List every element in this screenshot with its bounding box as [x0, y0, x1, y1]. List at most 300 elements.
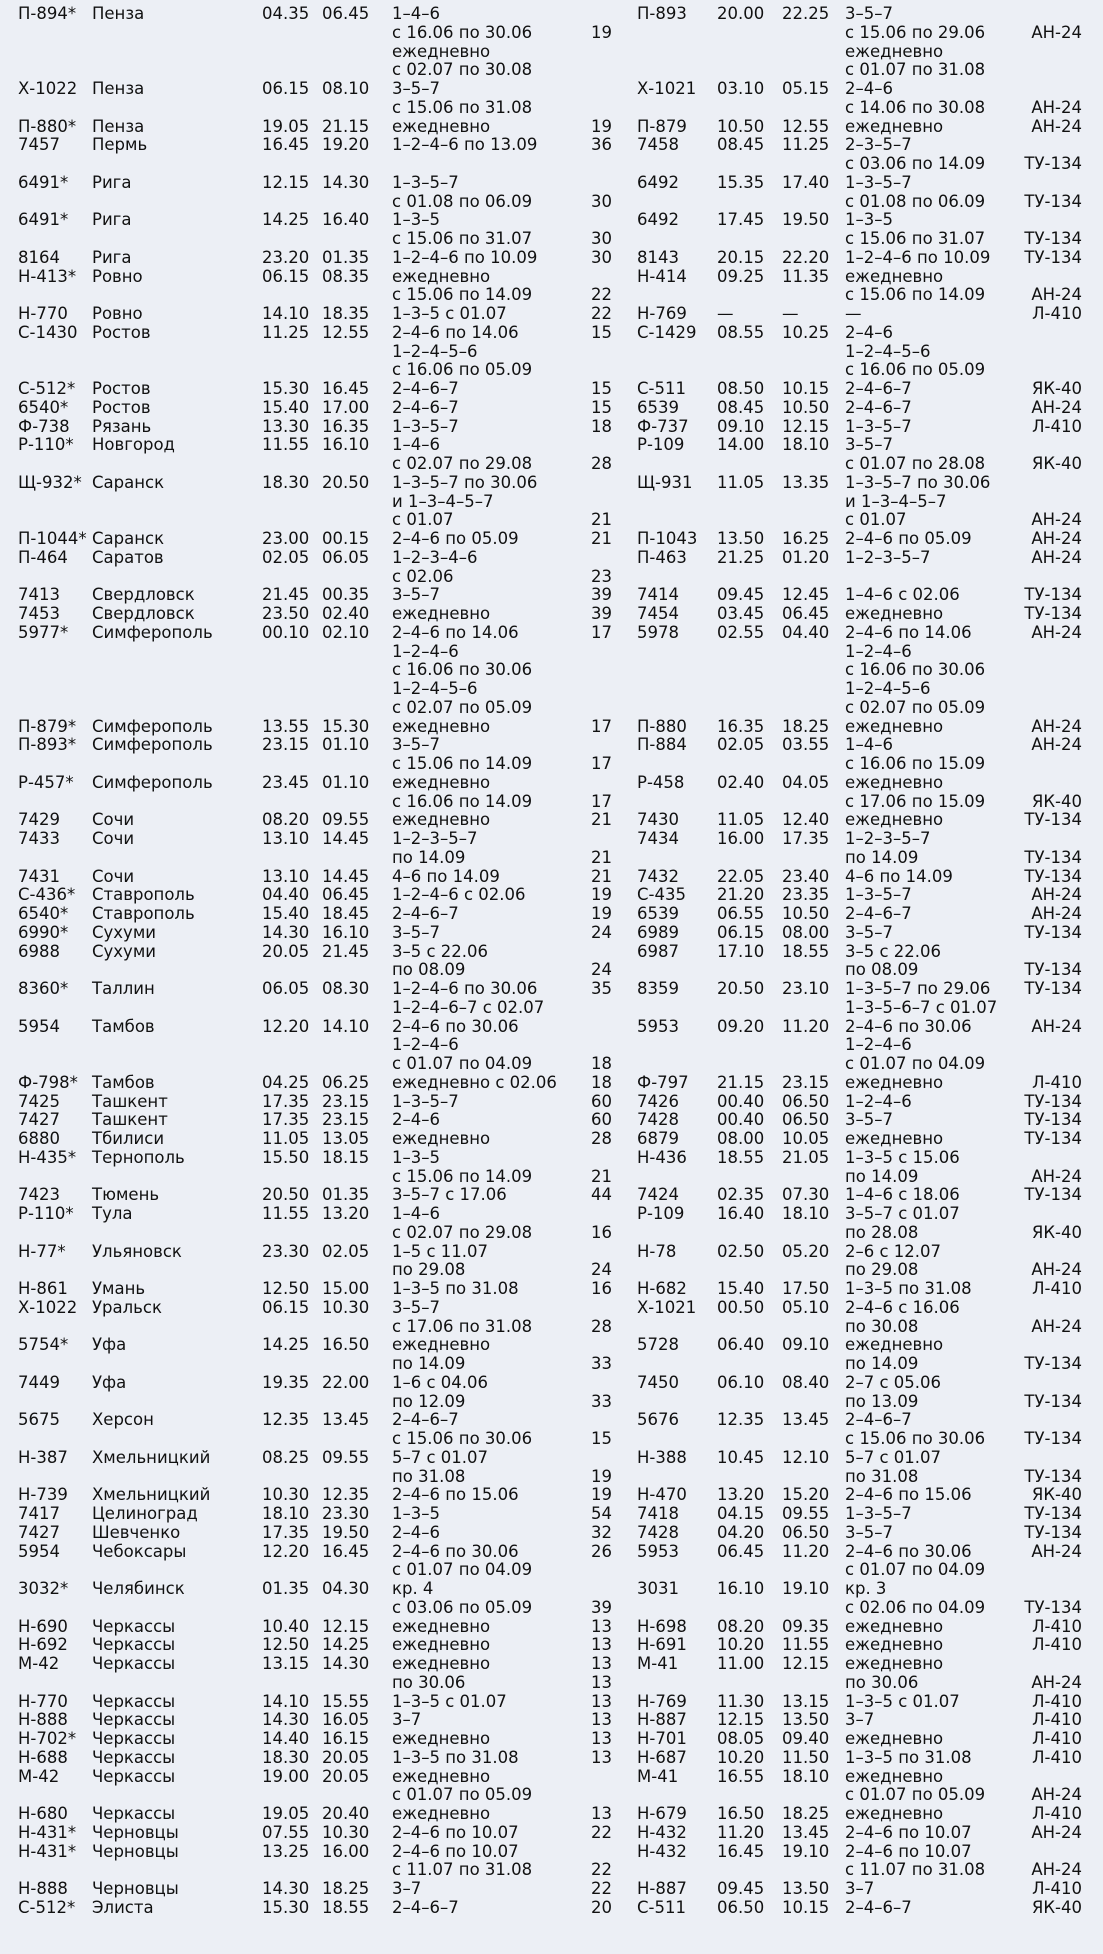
- operating-days: с 15.06 по 31.07: [392, 229, 533, 248]
- departure-time: 14.30: [262, 922, 310, 942]
- aircraft-type: Л-410: [1032, 1804, 1082, 1823]
- return-operating-days: ежедневно: [845, 1729, 944, 1748]
- return-operating-days: ежедневно: [845, 1804, 944, 1823]
- return-arrival-time: 06.50: [782, 1091, 830, 1111]
- departure-time: 23.50: [262, 604, 310, 623]
- arrival-time: 12.15: [322, 1616, 370, 1636]
- return-arrival-time: 11.25: [782, 135, 830, 155]
- arrival-time: 14.10: [322, 1016, 370, 1036]
- operating-days: с 15.06 по 14.09: [392, 1166, 533, 1186]
- destination-city: Черкассы: [92, 1616, 176, 1636]
- flight-number: Н-692: [18, 1635, 68, 1655]
- destination-city: Черкассы: [92, 1654, 176, 1673]
- destination-city: Пермь: [92, 135, 148, 155]
- return-operating-days: 2–4–6 по 15.06: [845, 1485, 972, 1505]
- distance-code: 24: [591, 1260, 612, 1280]
- destination-city: Черновцы: [92, 1841, 179, 1861]
- operating-days: 1–2–4–6–7 с 02.07: [392, 997, 545, 1017]
- departure-time: 13.10: [262, 829, 310, 848]
- operating-days: 1–3–5 с 01.07: [392, 1691, 507, 1711]
- aircraft-type: Л-410: [1032, 416, 1082, 436]
- departure-time: 20.05: [262, 941, 310, 961]
- return-operating-days: ежедневно: [845, 716, 944, 736]
- departure-time: 04.35: [262, 4, 310, 23]
- return-departure-time: 06.55: [717, 904, 765, 923]
- operating-days: 2–4–6: [392, 1522, 440, 1542]
- distance-code: 33: [591, 1354, 612, 1373]
- arrival-time: 18.55: [322, 1897, 370, 1917]
- arrival-time: 23.15: [322, 1110, 370, 1130]
- return-operating-days: с 01.07 по 31.08: [845, 60, 986, 80]
- return-operating-days: ежедневно: [845, 1616, 944, 1636]
- distance-code: 19: [591, 904, 612, 923]
- return-flight-number: 7424: [637, 1185, 679, 1205]
- operating-days: 3–7: [392, 1710, 422, 1730]
- return-operating-days: 2–4–6 с 16.06: [845, 1297, 960, 1317]
- return-operating-days: 1–3–5–6–7 с 01.07: [845, 997, 998, 1017]
- operating-days: с 01.08 по 06.09: [392, 191, 533, 211]
- return-operating-days: по 14.09: [845, 1166, 919, 1186]
- operating-days: ежедневно: [392, 1804, 491, 1823]
- return-flight-number: 5676: [637, 1410, 679, 1430]
- return-operating-days: 3–5–7: [845, 1522, 893, 1542]
- return-flight-number: 3031: [637, 1579, 679, 1598]
- operating-days: 3–5–7: [392, 585, 440, 605]
- distance-code: 16: [591, 1222, 612, 1242]
- departure-time: 06.05: [262, 979, 310, 998]
- return-flight-number: Н-687: [637, 1747, 687, 1767]
- return-flight-number: 8143: [637, 247, 679, 267]
- destination-city: Симферополь: [92, 622, 213, 642]
- destination-city: Ростов: [92, 379, 151, 398]
- return-arrival-time: 12.15: [782, 416, 830, 436]
- arrival-time: 18.35: [322, 304, 370, 323]
- return-departure-time: 04.20: [717, 1522, 765, 1542]
- return-departure-time: 10.20: [717, 1635, 765, 1655]
- return-arrival-time: 19.50: [782, 210, 830, 230]
- return-departure-time: 02.50: [717, 1241, 765, 1261]
- return-operating-days: 1–2–3–5–7: [845, 829, 931, 848]
- arrival-time: 10.30: [322, 1297, 370, 1317]
- aircraft-type: ТУ-134: [1024, 1429, 1082, 1448]
- return-operating-days: 1–4–6: [845, 735, 893, 755]
- return-operating-days: 1–3–5: [845, 210, 893, 230]
- return-flight-number: 5728: [637, 1335, 679, 1355]
- departure-time: 13.30: [262, 416, 310, 436]
- return-operating-days: 5–7 с 01.07: [845, 1447, 942, 1467]
- distance-code: 20: [591, 1897, 612, 1917]
- operating-days: 1–2–4–6: [392, 1035, 459, 1055]
- departure-time: 12.35: [262, 1410, 310, 1430]
- return-flight-number: Н-432: [637, 1822, 687, 1842]
- return-flight-number: П-1043: [637, 529, 698, 548]
- return-flight-number: С-435: [637, 885, 686, 905]
- distance-code: 28: [591, 1316, 612, 1336]
- operating-days: с 01.07 по 05.09: [392, 1785, 533, 1805]
- operating-days: 1–4–6: [392, 4, 440, 23]
- operating-days: 2–4–6–7: [392, 904, 459, 923]
- destination-city: Новгород: [92, 435, 175, 455]
- arrival-time: 14.45: [322, 866, 370, 886]
- distance-code: 26: [591, 1541, 612, 1561]
- flight-number: 7449: [18, 1372, 60, 1392]
- distance-code: 30: [591, 191, 612, 211]
- flight-number: 7427: [18, 1110, 60, 1130]
- flight-number: 8360*: [18, 979, 69, 998]
- return-operating-days: ежедневно: [845, 1654, 944, 1673]
- return-departure-time: 10.45: [717, 1447, 765, 1467]
- return-arrival-time: 16.25: [782, 529, 830, 548]
- return-operating-days: ежедневно: [845, 1072, 944, 1092]
- return-operating-days: 1–2–4–5–6: [845, 341, 931, 361]
- return-flight-number: Н-691: [637, 1635, 687, 1655]
- distance-code: 36: [591, 135, 612, 155]
- flight-number: Н-688: [18, 1747, 68, 1767]
- destination-city: Пенза: [92, 79, 145, 98]
- departure-time: 17.35: [262, 1110, 310, 1130]
- return-flight-number: 6989: [637, 922, 679, 942]
- return-departure-time: 16.00: [717, 829, 765, 848]
- arrival-time: 15.30: [322, 716, 370, 736]
- return-departure-time: 16.10: [717, 1579, 765, 1598]
- flight-number: 8164: [18, 247, 60, 267]
- operating-days: 3–5–7: [392, 922, 440, 942]
- aircraft-type: ТУ-134: [1024, 1597, 1082, 1617]
- operating-days: по 12.09: [392, 1391, 466, 1411]
- flight-number: 6540*: [18, 904, 69, 923]
- return-flight-number: 6539: [637, 397, 679, 417]
- return-arrival-time: 09.55: [782, 1504, 830, 1523]
- aircraft-type: Л-410: [1032, 1279, 1082, 1298]
- return-departure-time: 13.50: [717, 529, 765, 548]
- flight-number: Н-431*: [18, 1841, 77, 1861]
- arrival-time: 08.30: [322, 979, 370, 998]
- flight-number: Ф-738: [18, 416, 70, 436]
- departure-time: 11.25: [262, 322, 310, 342]
- return-flight-number: П-880: [637, 716, 687, 736]
- distance-code: 17: [591, 791, 612, 811]
- return-operating-days: 1–3–5–7: [845, 1504, 912, 1523]
- departure-time: 14.10: [262, 304, 310, 323]
- flight-number: 5675: [18, 1410, 60, 1430]
- destination-city: Таллин: [92, 979, 155, 998]
- destination-city: Рязань: [92, 416, 152, 436]
- operating-days: 1–3–5 с 01.07: [392, 304, 507, 323]
- return-operating-days: 1–3–5–7 по 29.06: [845, 979, 991, 998]
- aircraft-type: АН-24: [1031, 397, 1082, 417]
- aircraft-type: ЯК-40: [1031, 1485, 1082, 1505]
- return-flight-number: Н-414: [637, 266, 687, 286]
- arrival-time: 14.30: [322, 1654, 370, 1673]
- operating-days: с 16.06 по 30.06: [392, 660, 533, 680]
- return-operating-days: по 14.09: [845, 847, 919, 867]
- return-departure-time: 13.20: [717, 1485, 765, 1505]
- destination-city: Свердловск: [92, 604, 195, 623]
- departure-time: 06.15: [262, 1297, 310, 1317]
- flight-number: Н-77*: [18, 1241, 66, 1261]
- operating-days: 2–4–6–7: [392, 397, 459, 417]
- operating-days: 1–3–5–7: [392, 172, 459, 192]
- operating-days: 2–4–6 по 10.07: [392, 1841, 519, 1861]
- return-flight-number: Н-679: [637, 1804, 687, 1823]
- return-operating-days: по 30.08: [845, 1316, 919, 1336]
- arrival-time: 15.55: [322, 1691, 370, 1711]
- aircraft-type: ТУ-134: [1024, 191, 1082, 211]
- return-flight-number: С-511: [637, 1897, 686, 1917]
- return-departure-time: 21.20: [717, 885, 765, 905]
- operating-days: ежедневно: [392, 1766, 491, 1786]
- return-operating-days: с 02.07 по 05.09: [845, 697, 986, 717]
- operating-days: 3–5–7: [392, 1297, 440, 1317]
- return-operating-days: 1–3–5 с 01.07: [845, 1691, 960, 1711]
- return-operating-days: 3–5–7: [845, 1110, 893, 1130]
- aircraft-type: АН-24: [1031, 1260, 1082, 1280]
- return-arrival-time: 11.50: [782, 1747, 830, 1767]
- aircraft-type: ТУ-134: [1024, 1466, 1082, 1486]
- departure-time: 10.40: [262, 1616, 310, 1636]
- arrival-time: 06.05: [322, 547, 370, 567]
- operating-days: ежедневно с 02.06: [392, 1072, 557, 1092]
- departure-time: 14.40: [262, 1729, 310, 1748]
- return-arrival-time: 17.35: [782, 829, 830, 848]
- operating-days: 2–4–6 по 30.06: [392, 1541, 519, 1561]
- aircraft-type: ЯК-40: [1031, 791, 1082, 811]
- return-operating-days: с 14.06 по 30.08: [845, 97, 986, 117]
- distance-code: 17: [591, 754, 612, 773]
- return-operating-days: 2–4–6 по 30.06: [845, 1016, 972, 1036]
- return-departure-time: 02.05: [717, 735, 765, 755]
- return-flight-number: 6492: [637, 210, 679, 230]
- operating-days: с 15.06 по 31.08: [392, 97, 533, 117]
- departure-time: 21.45: [262, 585, 310, 605]
- flight-number: 7425: [18, 1091, 60, 1111]
- aircraft-type: ТУ-134: [1024, 1522, 1082, 1542]
- operating-days: 1–2–4–6 по 10.09: [392, 247, 538, 267]
- operating-days: 2–4–6–7: [392, 1897, 459, 1917]
- return-flight-number: 5953: [637, 1541, 679, 1561]
- return-arrival-time: 19.10: [782, 1841, 830, 1861]
- arrival-time: 04.30: [322, 1579, 370, 1598]
- return-departure-time: 06.40: [717, 1335, 765, 1355]
- operating-days: с 02.07 по 29.08: [392, 454, 533, 473]
- distance-code: 28: [591, 454, 612, 473]
- return-flight-number: Х-1021: [637, 1297, 697, 1317]
- return-departure-time: 03.45: [717, 604, 765, 623]
- aircraft-type: АН-24: [1031, 716, 1082, 736]
- return-flight-number: Н-432: [637, 1841, 687, 1861]
- return-arrival-time: 21.05: [782, 1147, 830, 1167]
- return-arrival-time: 10.25: [782, 322, 830, 342]
- return-arrival-time: 11.55: [782, 1635, 830, 1655]
- return-flight-number: Р-109: [637, 1204, 685, 1223]
- return-operating-days: с 01.07 по 04.09: [845, 1560, 986, 1580]
- flight-number: П-1044*: [18, 529, 87, 548]
- destination-city: Целиноград: [92, 1504, 198, 1523]
- return-operating-days: с 01.07: [845, 510, 907, 530]
- aircraft-type: ЯК-40: [1031, 1222, 1082, 1242]
- destination-city: Черкассы: [92, 1804, 176, 1823]
- return-operating-days: 2–4–6 по 10.07: [845, 1841, 972, 1861]
- distance-code: 35: [591, 979, 612, 998]
- return-flight-number: 7428: [637, 1110, 679, 1130]
- return-flight-number: С-511: [637, 379, 686, 398]
- operating-days: ежедневно: [392, 604, 491, 623]
- destination-city: Тбилиси: [92, 1129, 165, 1148]
- arrival-time: 15.00: [322, 1279, 370, 1298]
- flight-number: 7429: [18, 810, 60, 830]
- distance-code: 13: [591, 1654, 612, 1673]
- return-departure-time: 00.50: [717, 1297, 765, 1317]
- return-departure-time: 16.35: [717, 716, 765, 736]
- return-operating-days: 1–3–5–7: [845, 172, 912, 192]
- aircraft-type: АН-24: [1031, 885, 1082, 905]
- return-operating-days: 2–4–6 по 05.09: [845, 529, 972, 548]
- return-departure-time: 14.00: [717, 435, 765, 455]
- return-operating-days: 1–3–5–7: [845, 885, 912, 905]
- distance-code: 16: [591, 1279, 612, 1298]
- aircraft-type: АН-24: [1031, 1016, 1082, 1036]
- arrival-time: 14.25: [322, 1635, 370, 1655]
- return-operating-days: 1–2–4–6: [845, 1035, 912, 1055]
- return-arrival-time: 05.20: [782, 1241, 830, 1261]
- distance-code: 13: [591, 1804, 612, 1823]
- departure-time: 12.20: [262, 1016, 310, 1036]
- operating-days: 1–3–5–7: [392, 416, 459, 436]
- return-arrival-time: 06.45: [782, 604, 830, 623]
- distance-code: 19: [591, 885, 612, 905]
- operating-days: 1–2–3–5–7: [392, 829, 478, 848]
- return-departure-time: 09.10: [717, 416, 765, 436]
- distance-code: 24: [591, 960, 612, 980]
- return-operating-days: по 31.08: [845, 1466, 919, 1486]
- departure-time: 14.30: [262, 1879, 310, 1898]
- return-departure-time: 17.45: [717, 210, 765, 230]
- distance-code: 21: [591, 510, 612, 530]
- destination-city: Сухуми: [92, 922, 156, 942]
- return-departure-time: 11.05: [717, 810, 765, 830]
- return-arrival-time: 13.50: [782, 1879, 830, 1898]
- return-flight-number: Р-458: [637, 772, 685, 792]
- distance-code: 18: [591, 1054, 612, 1073]
- arrival-time: 16.10: [322, 435, 370, 455]
- arrival-time: 00.35: [322, 585, 370, 605]
- destination-city: Ровно: [92, 266, 143, 286]
- return-arrival-time: 18.10: [782, 1766, 830, 1786]
- arrival-time: 23.30: [322, 1504, 370, 1523]
- distance-code: 15: [591, 379, 612, 398]
- destination-city: Хмельницкий: [92, 1485, 211, 1505]
- departure-time: 12.15: [262, 172, 310, 192]
- distance-code: 44: [591, 1185, 612, 1205]
- destination-city: Ставрополь: [92, 904, 195, 923]
- return-operating-days: 2–4–6–7: [845, 904, 912, 923]
- distance-code: 22: [591, 1879, 612, 1898]
- aircraft-type: ТУ-134: [1024, 247, 1082, 267]
- return-arrival-time: 06.50: [782, 1110, 830, 1130]
- return-arrival-time: 10.50: [782, 904, 830, 923]
- return-flight-number: 5953: [637, 1016, 679, 1036]
- operating-days: ежедневно: [392, 1729, 491, 1748]
- operating-days: 1–3–5 по 31.08: [392, 1747, 519, 1767]
- return-arrival-time: 05.15: [782, 79, 830, 98]
- return-arrival-time: —: [782, 304, 799, 323]
- destination-city: Черкассы: [92, 1691, 176, 1711]
- distance-code: 22: [591, 1822, 612, 1842]
- return-operating-days: 2–4–6 по 14.06: [845, 622, 972, 642]
- return-arrival-time: 09.10: [782, 1335, 830, 1355]
- departure-time: 23.00: [262, 529, 310, 548]
- return-arrival-time: 17.50: [782, 1279, 830, 1298]
- operating-days: с 02.07 по 30.08: [392, 60, 533, 80]
- return-departure-time: 20.50: [717, 979, 765, 998]
- return-operating-days: 3–5 с 22.06: [845, 941, 942, 961]
- return-arrival-time: 11.20: [782, 1016, 830, 1036]
- return-departure-time: 02.35: [717, 1185, 765, 1205]
- return-departure-time: 04.15: [717, 1504, 765, 1523]
- departure-time: 02.05: [262, 547, 310, 567]
- destination-city: Ростов: [92, 397, 151, 417]
- departure-time: 01.35: [262, 1579, 310, 1598]
- return-flight-number: 7432: [637, 866, 679, 886]
- flight-number: М-42: [18, 1654, 60, 1673]
- destination-city: Уфа: [92, 1335, 127, 1355]
- return-operating-days: ежедневно: [845, 1635, 944, 1655]
- operating-days: с 16.06 по 14.09: [392, 791, 533, 811]
- return-flight-number: 6539: [637, 904, 679, 923]
- arrival-time: 09.55: [322, 810, 370, 830]
- return-arrival-time: 10.50: [782, 397, 830, 417]
- arrival-time: 16.45: [322, 1541, 370, 1561]
- flight-number: Н-770: [18, 1691, 68, 1711]
- aircraft-type: ТУ-134: [1024, 979, 1082, 998]
- departure-time: 12.50: [262, 1279, 310, 1298]
- operating-days: с 02.07 по 05.09: [392, 697, 533, 717]
- arrival-time: 13.45: [322, 1410, 370, 1430]
- return-flight-number: Ф-737: [637, 416, 689, 436]
- flight-number: Щ-932*: [18, 472, 82, 492]
- operating-days: 2–4–6–7: [392, 1410, 459, 1430]
- departure-time: 12.50: [262, 1635, 310, 1655]
- aircraft-type: АН-24: [1031, 1541, 1082, 1561]
- aircraft-type: АН-24: [1031, 904, 1082, 923]
- destination-city: Челябинск: [92, 1579, 185, 1598]
- aircraft-type: ТУ-134: [1024, 604, 1082, 623]
- return-operating-days: с 16.06 по 30.06: [845, 660, 986, 680]
- aircraft-type: ТУ-134: [1024, 585, 1082, 605]
- destination-city: Сочи: [92, 829, 135, 848]
- return-departure-time: 11.05: [717, 472, 765, 492]
- destination-city: Саранск: [92, 529, 165, 548]
- arrival-time: 14.30: [322, 172, 370, 192]
- return-arrival-time: 07.30: [782, 1185, 830, 1205]
- return-arrival-time: 01.20: [782, 547, 830, 567]
- arrival-time: 01.35: [322, 1185, 370, 1205]
- return-departure-time: 08.20: [717, 1616, 765, 1636]
- arrival-time: 01.35: [322, 247, 370, 267]
- flight-number: 7431: [18, 866, 60, 886]
- departure-time: 08.25: [262, 1447, 310, 1467]
- aircraft-type: АН-24: [1031, 1316, 1082, 1336]
- flight-number: Ф-798*: [18, 1072, 78, 1092]
- operating-days: с 01.07 по 04.09: [392, 1054, 533, 1073]
- destination-city: Ростов: [92, 322, 151, 342]
- departure-time: 14.10: [262, 1691, 310, 1711]
- return-operating-days: 4–6 по 14.09: [845, 866, 953, 886]
- operating-days: 3–7: [392, 1879, 422, 1898]
- operating-days: 2–4–6 по 15.06: [392, 1485, 519, 1505]
- return-flight-number: 7414: [637, 585, 679, 605]
- return-flight-number: 7434: [637, 829, 679, 848]
